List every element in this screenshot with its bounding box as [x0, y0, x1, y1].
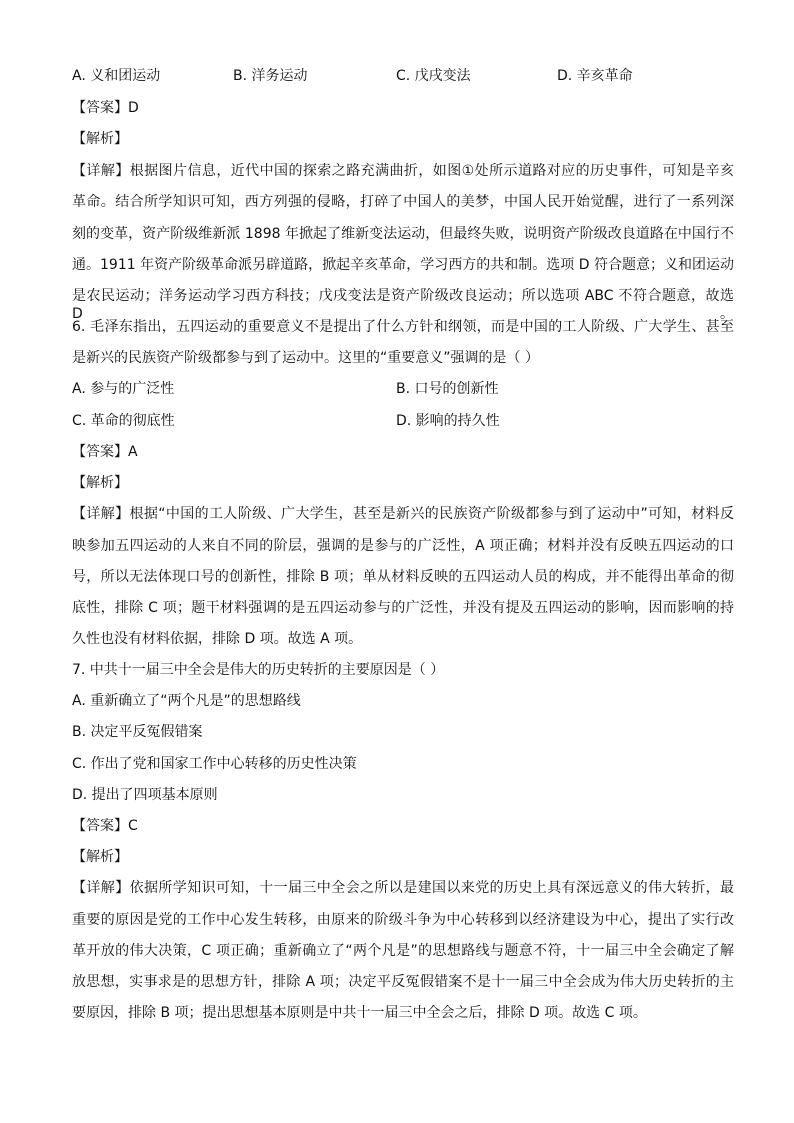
q6-option-c: C. 革命的彻底性 — [72, 413, 175, 429]
q5-answer: 【答案】D — [72, 100, 139, 116]
q6-option-a: A. 参与的广泛性 — [72, 381, 175, 397]
q5-analysis-label: 【解析】 — [72, 131, 128, 147]
q5-option-d: D. 辛亥革命 — [557, 68, 633, 84]
q5-option-c: C. 戊戌变法 — [396, 68, 471, 84]
q7-detail-line: 【详解】依据所学知识可知，十一届三中全会之所以是建国以来党的历史上具有深远意义的伟大转折，最 — [72, 880, 734, 896]
q5-detail-line: 革命。结合所学知识可知，西方列强的侵略，打碎了中国人的美梦，中国人民开始觉醒，进行了一系列深 — [72, 194, 734, 210]
q7-option-d: D. 提出了四项基本原则 — [72, 787, 218, 803]
q6-detail-line: 【详解】根据“中国的工人阶级、广大学生，甚至是新兴的民族资产阶级都参与到了运动中”可知，材料反 — [72, 506, 734, 522]
q7-option-b: B. 决定平反冤假错案 — [72, 724, 203, 740]
q6-detail-line: 底性，排除 C 项；题干材料强调的是五四运动参与的广泛性，并没有提及五四运动的影响，因而影响的持 — [72, 600, 734, 616]
q6-analysis-label: 【解析】 — [72, 475, 128, 491]
q5-detail-line: 通。1911 年资产阶级革命派另辟道路，掀起辛亥革命，学习西方的共和制。选项 D 符合题意；义和团运动 — [72, 257, 734, 273]
q5-option-a: A. 义和团运动 — [72, 68, 161, 84]
q7-detail-line: 重要的原因是党的工作中心发生转移，由原来的阶级斗争为中心转移到以经济建设为中心，提出了实行改 — [72, 912, 734, 928]
q5-detail-line: 刻的变革，资产阶级维新派 1898 年掀起了维新变法运动，但最终失败，说明资产阶级改良道路在中国行不 — [72, 226, 734, 242]
q7-detail-line: 革开放的伟大决策，C 项正确；重新确立了“两个凡是”的思想路线与题意不符，十一届三中全会确定了解 — [72, 943, 734, 959]
q6-detail-line: 映参加五四运动的人来自不同的阶层，强调的是参与的广泛性，A 项正确；材料并没有反映五四运动的口 — [72, 538, 734, 554]
q6-detail-line: 久性也没有材料依据，排除 D 项。故选 A 项。 — [72, 631, 363, 647]
q7-detail-line: 要原因，排除 B 项；提出思想基本原则是中共十一届三中全会之后，排除 D 项。故选 C 项。 — [72, 1005, 647, 1021]
q6-option-d: D. 影响的持久性 — [396, 413, 500, 429]
q5-option-b: B. 洋务运动 — [233, 68, 308, 84]
q6-detail-line: 号，所以无法体现口号的创新性，排除 B 项；单从材料反映的五四运动人员的构成，并不能得出革命的彻 — [72, 569, 734, 585]
q7-detail-line: 放思想，实事求是的思想方针，排除 A 项；决定平反冤假错案不是十一届三中全会成为伟大历史转折的主 — [72, 974, 734, 990]
q7-option-c: C. 作出了党和国家工作中心转移的历史性决策 — [72, 756, 357, 772]
q7-stem: 7. 中共十一届三中全会是伟大的历史转折的主要原因是（ ） — [72, 662, 445, 678]
q7-option-a: A. 重新确立了“两个凡是”的思想路线 — [72, 693, 301, 709]
q6-answer: 【答案】A — [72, 444, 138, 460]
q5-detail-line: 是农民运动；洋务运动学习西方科技；戊戌变法是资产阶级改良运动；所以选项 ABC 不符合题意，故选 D。 — [72, 288, 734, 322]
q6-option-b: B. 口号的创新性 — [396, 381, 499, 397]
q6-stem-line: 6. 毛泽东指出，五四运动的重要意义不是提出了什么方针和纲领，而是中国的工人阶级、广大学生、甚至 — [72, 319, 734, 335]
q6-stem-line: 是新兴的民族资产阶级都参与到了运动中。这里的“重要意义”强调的是（ ） — [72, 350, 539, 366]
q5-detail-line: 【详解】根据图片信息，近代中国的探索之路充满曲折，如图①处所示道路对应的历史事件，可知是辛亥 — [72, 163, 734, 179]
q7-analysis-label: 【解析】 — [72, 849, 128, 865]
q7-answer: 【答案】C — [72, 818, 138, 834]
